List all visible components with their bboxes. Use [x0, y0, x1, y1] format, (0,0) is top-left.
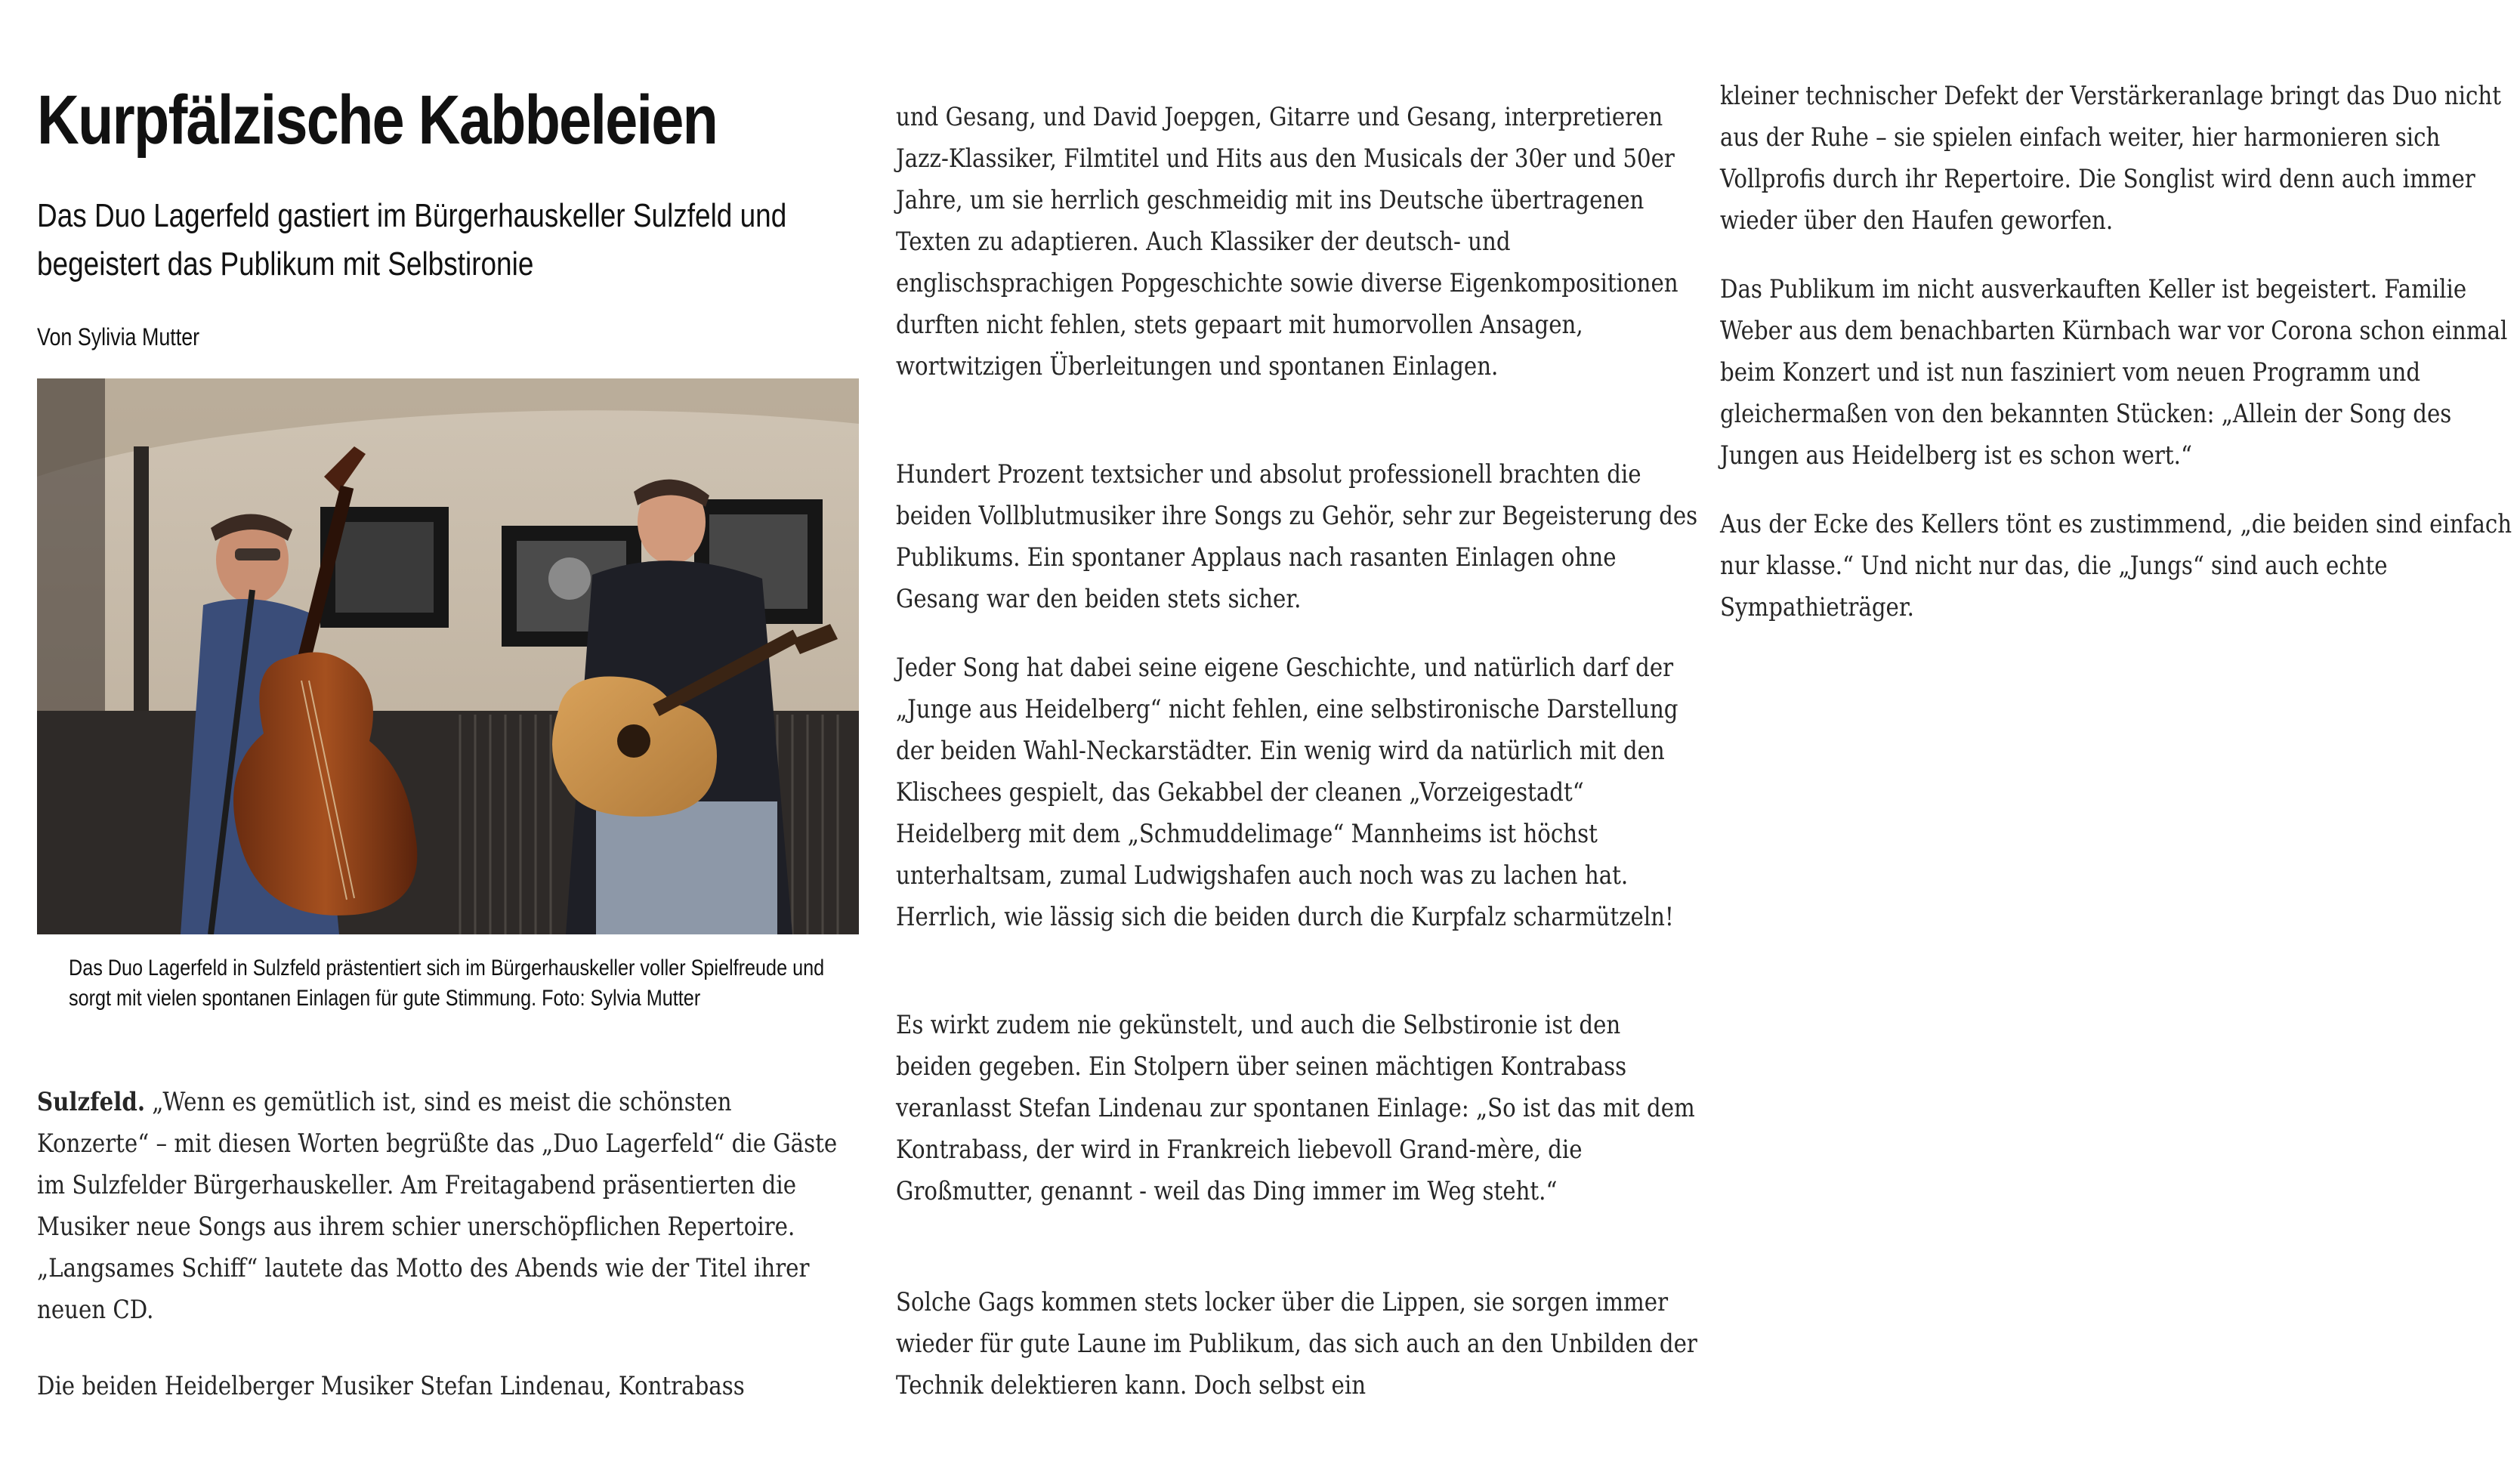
paragraph-col3-1: kleiner technischer Defekt der Verstärkeranlage bringt das Duo nicht aus der Ruhe – sie spielen einfach weiter, hier harmonieren sich Vollprofis durch ihr Repertoire. Die Songlist wird denn auch immer wieder über den Haufen geworfen. — [1720, 81, 2501, 236]
paragraph-text: „Wenn es gemütlich ist, sind es meist die schönsten Konzerte“ – mit diesen Worten begrüßte das „Duo Lagerfeld“ die Gäste im Sulzfelder Bürgerhauskeller. Am Freitagabend präsentierten die Musiker neue Songs aus ihrem schier unerschöpflichen Repertoire. „Langsames Schiff“ lautete das Motto des Abends wie der Titel ihrer neuen CD. — [37, 1087, 838, 1325]
headline: Kurpfälzische Kabbeleien — [37, 82, 718, 159]
paragraph-col1-1 — [37, 1082, 842, 1331]
paragraph-col2-5: Solche Gags kommen stets locker über die Lippen, sie sorgen immer wieder für gute Laune im Publikum, das sich auch an den Unbilden der Technik delektieren kann. Doch selbst ein — [896, 1287, 1697, 1400]
paragraph-col2-3: Jeder Song hat dabei seine eigene Geschichte, und natürlich darf der „Junge aus Heidelberg“ nicht fehlen, eine selbstironische Darstellung der beiden Wahl-Neckarstädter. Ein wenig wird da natürlich mit den Klischees gespielt, das Gekabbel der cleanen „Vorzeigestadt“ Heidelberg mit dem „Schmuddelimage“ Mannheims ist höchst unterhaltsam, zumal Ludwigshafen auch noch was zu lachen hat. Herrlich, wie lässig sich die beiden durch die Kurpfalz scharmützeln! — [896, 653, 1678, 932]
paragraph-col3-3: Aus der Ecke des Kellers tönt es zustimmend, „die beiden sind einfach nur klasse.“ Und nicht nur das, die „Jungs“ sind auch echte Sympathieträger. — [1720, 509, 2512, 622]
subheadline: Das Duo Lagerfeld gastiert im Bürgerhauskeller Sulzfeld und begeistert das Publikum mit Selbstironie — [37, 197, 787, 283]
concert-photo — [37, 378, 859, 934]
dateline: Sulzfeld. — [37, 1087, 146, 1117]
paragraph-col3-2: Das Publikum im nicht ausverkauften Keller ist begeistert. Familie Weber aus dem benachbarten Kürnbach war vor Corona schon einmal beim Konzert und ist nun fasziniert vom neuen Programm und gleichermaßen von den bekannten Stücken: „Allein der Song des Jungen aus Heidelberg ist es schon wert.“ — [1720, 274, 2508, 471]
photo-caption: Das Duo Lagerfeld in Sulzfeld prästentiert sich im Bürgerhauskeller voller Spielfreude und sorgt mit vielen spontanen Einlagen für gute Stimmung. Foto: Sylvia Mutter — [69, 956, 825, 1011]
paragraph-col1-2: Die beiden Heidelberger Musiker Stefan Lindenau, Kontrabass — [37, 1371, 745, 1401]
paragraph-col2-2: Hundert Prozent textsicher und absolut professionell brachten die beiden Vollblutmusiker ihre Songs zu Gehör, sehr zur Begeisterung des Publikums. Ein spontaner Applaus nach rasanten Einlagen ohne Gesang war den beiden stets sicher. — [896, 459, 1698, 614]
byline: Von Sylivia Mutter — [37, 323, 200, 350]
paragraph-col2-1: und Gesang, und David Joepgen, Gitarre und Gesang, interpretieren Jazz-Klassiker, Filmtitel und Hits aus den Musicals der 30er und 50er Jahre, um sie herrlich geschmeidig mit ins Deutsche übertragenen Texten zu adaptieren. Auch Klassiker der deutsch- und englischsprachigen Popgeschichte sowie diverse Eigenkompositionen durften nicht fehlen, stets gepaart mit humorvollen Ansagen, wortwitzigen Überleitungen und spontanen Einlagen. — [896, 102, 1678, 381]
paragraph-col2-4: Es wirkt zudem nie gekünstelt, und auch die Selbstironie ist den beiden gegeben. Ein Stolpern über seinen mächtigen Kontrabass veranlasst Stefan Lindenau zur spontanen Einlage: „So ist das mit dem Kontrabass, der wird in Frankreich liebevoll Grand-mère, die Großmutter, genannt - weil das Ding immer im Weg steht.“ — [896, 1010, 1695, 1206]
